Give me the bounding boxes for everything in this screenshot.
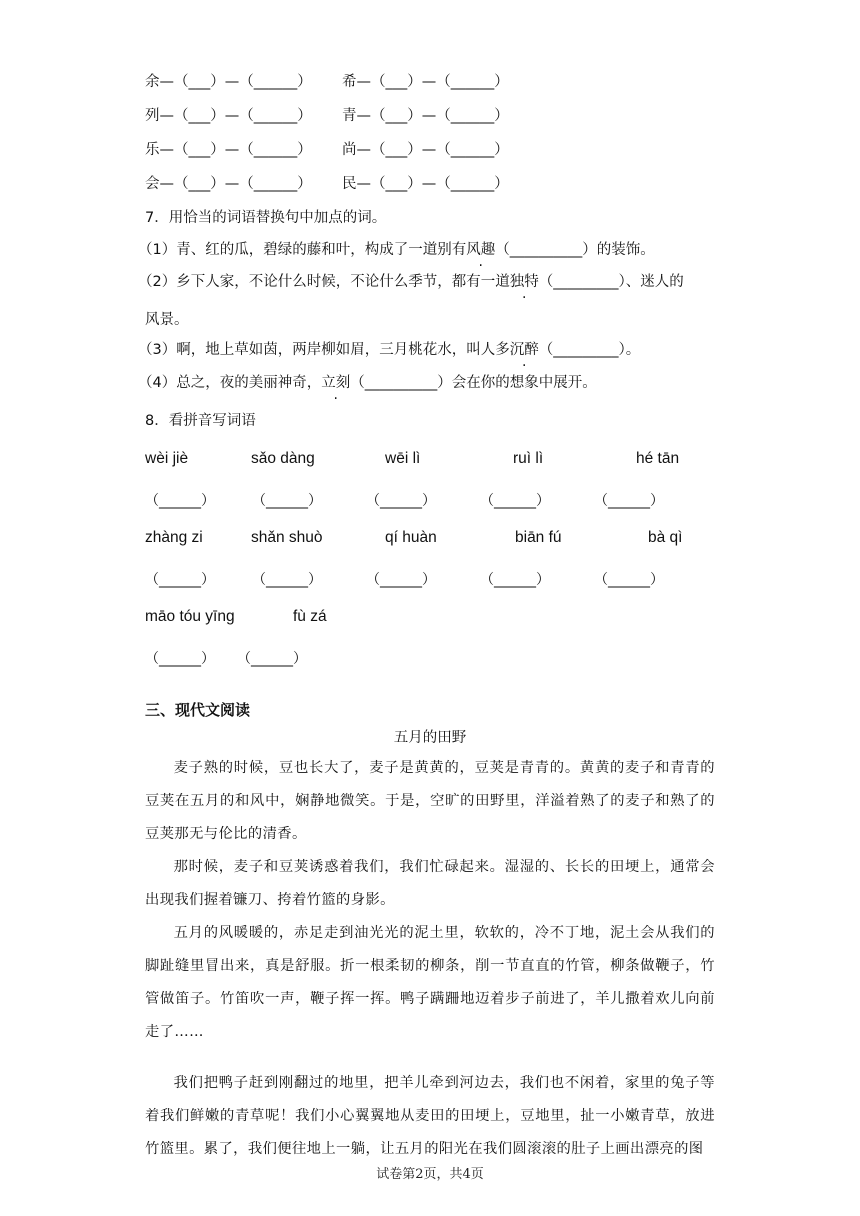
q6-row-right: 民—（___）—（______）: [342, 176, 509, 192]
q7-s1-dotted-word: 风趣: [466, 242, 496, 258]
pinyin-1: wèi jiè: [145, 450, 189, 467]
pinyin-10: bà qì: [648, 529, 683, 546]
answer-blank: （______）: [594, 572, 664, 588]
q6-row-left: 列—（___）—（______）: [145, 108, 312, 124]
pinyin-9: biān fú: [515, 529, 562, 546]
pinyin-8: qí huàn: [385, 529, 437, 546]
pinyin-11: māo tóu yīng: [145, 608, 235, 625]
q7-s4-post: （__________）会在你的想象中展开。: [350, 375, 597, 391]
article-title: 五月的田野: [393, 730, 467, 746]
q7-s3-post: （_________）。: [538, 342, 641, 358]
pinyin-6: zhàng zi: [145, 529, 203, 546]
answer-blank: （______）: [145, 493, 215, 509]
section-heading: 三、现代文阅读: [145, 701, 251, 719]
answer-blank: （______）: [480, 493, 550, 509]
page-footer: 试卷第2页，共4页: [376, 1167, 484, 1182]
answer-blank: （______）: [145, 651, 215, 667]
article-body: [145, 752, 715, 1166]
q6-row-right: 尚—（___）—（______）: [342, 142, 509, 158]
answer-blank: （______）: [237, 651, 307, 667]
article-paragraph: 五月的风暖暖的，赤足走到油光光的泥土里，软软的，冷不丁地，泥土会从我们的脚趾缝里冒出来，真是舒服。折一根柔韧的柳条，削一节直直的竹管，柳条做鞭子，竹管做笛子。竹笛吹一声，鞭子挥一挥。鸭子蹒跚地迈着步子前进了，羊儿撒着欢儿向前走了……: [145, 925, 715, 1040]
answer-blank: （______）: [145, 572, 215, 588]
pinyin-3: wēi lì: [385, 450, 421, 467]
answer-blank: （______）: [366, 572, 436, 588]
answer-blank: （______）: [252, 493, 322, 509]
answer-blank: （______）: [366, 493, 436, 509]
pinyin-12: fù zá: [293, 608, 327, 625]
pinyin-2: sǎo dàng: [251, 450, 315, 467]
pinyin-5: hé tān: [636, 450, 680, 467]
q7-s1-post: （__________）的装饰。: [495, 242, 655, 258]
q7-sentence-1: [138, 240, 655, 260]
q7-sentence-2: [138, 272, 684, 292]
q7-s4-dotted-word: 立刻: [321, 375, 351, 391]
q8-title: 8．看拼音写词语: [145, 413, 256, 429]
answer-blank: （______）: [480, 572, 550, 588]
q7-s2-pre: （2）乡下人家，不论什么时候，不论什么季节，都有一道: [138, 274, 510, 290]
q7-s2-continuation: 风景。: [145, 312, 189, 328]
q7-s3-dotted-word: 沉醉: [509, 342, 539, 358]
pinyin-4: ruì lì: [513, 450, 544, 467]
q6-row-left: 乐—（___）—（______）: [145, 142, 312, 158]
article-paragraph: 我们把鸭子赶到刚翻过的地里，把羊儿牵到河边去，我们也不闲着，家里的兔子等着我们鲜嫩的青草呢！我们小心翼翼地从麦田的田埂上，豆地里，扯一小嫩青草，放进竹篮里。累了，我们便往地上一躺，让五月的阳光在我们圆滚滚的肚子上画出漂亮的图: [145, 1075, 715, 1157]
q6-row-left: 会—（___）—（______）: [145, 176, 312, 192]
article-paragraph: 那时候，麦子和豆荚诱惑着我们，我们忙碌起来。湿湿的、长长的田埂上，通常会出现我们握着镰刀、挎着竹篮的身影。: [145, 859, 715, 908]
answer-blank: （______）: [594, 493, 664, 509]
q7-s2-post: （_________）、迷人的: [538, 274, 684, 290]
q7-s4-pre: （4）总之，夜的美丽神奇，: [138, 375, 322, 391]
q7-s3-pre: （3）啊，地上草如茵，两岸柳如眉，三月桃花水，叫人多: [138, 342, 510, 358]
q7-sentence-4: [138, 373, 597, 393]
pinyin-7: shǎn shuò: [251, 529, 323, 546]
q7-sentence-3: [138, 340, 640, 360]
q6-row-right: 希—（___）—（______）: [342, 74, 509, 90]
q6-row-right: 青—（___）—（______）: [342, 108, 509, 124]
article-paragraph: 麦子熟的时候，豆也长大了，麦子是黄黄的，豆荚是青青的。黄黄的麦子和青青的豆荚在五月的和风中，娴静地微笑。于是，空旷的田野里，洋溢着熟了的麦子和熟了的豆荚那无与伦比的清香。: [145, 760, 715, 842]
q6-row-left: 余—（___）—（______）: [145, 74, 312, 90]
q7-title: 7．用恰当的词语替换句中加点的词。: [145, 210, 387, 226]
q7-s2-dotted-word: 独特: [509, 274, 539, 290]
q7-s1-pre: （1）青、红的瓜，碧绿的藤和叶，构成了一道别有: [138, 242, 467, 258]
answer-blank: （______）: [252, 572, 322, 588]
